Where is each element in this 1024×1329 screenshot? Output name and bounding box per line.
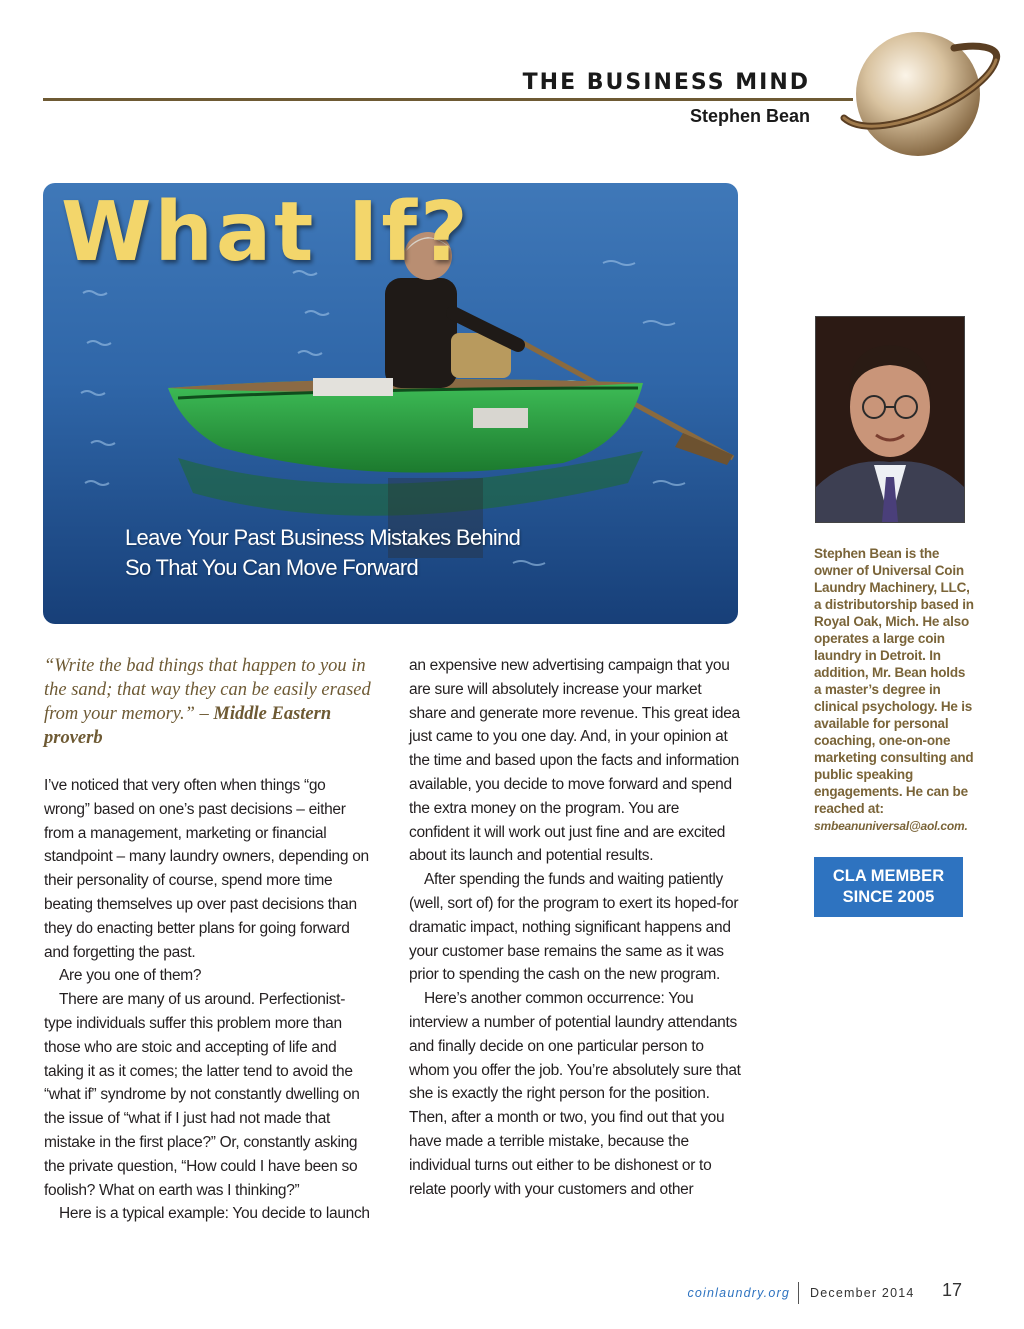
article-column-1 — [44, 774, 372, 1226]
paragraph: an expensive new advertising campaign that you are sure will absolutely increase your market share and generate more revenue. This great idea just came to you one day. And, in your opinion at the time and based upon the facts and information available, you decide to move forward and spend the extra money on the program. You are confident it will work out just fine and are excited about its launch and potential results. — [409, 657, 740, 865]
quote-source: Middle Eastern proverb — [44, 704, 332, 748]
subtitle-line: Leave Your Past Business Mistakes Behind — [125, 525, 521, 550]
paragraph: I’ve noticed that very often when things “go wrong” based on one’s past decisions – either from a management, marketing or financial standpoint – many laundry owners, depending on their personality of course, spend more time beating themselves up over past decisions than they do enacting better plans for going forward and forgetting the past. — [44, 777, 369, 961]
footer-site-link[interactable]: coinlaundry.org — [687, 1286, 790, 1300]
author-name: Stephen Bean — [689, 106, 810, 126]
quote-text: “Write the bad things that happen to you in the sand; that way they can be easily erased from your memory.” – — [44, 656, 371, 724]
footer-divider — [798, 1282, 799, 1304]
author-photo — [815, 316, 965, 523]
membership-badge — [814, 857, 963, 917]
hero-image — [43, 183, 738, 624]
pull-quote — [44, 654, 374, 750]
paragraph: After spending the funds and waiting patiently (well, sort of) for the program to exert its hoped-for dramatic impact, nothing significant happens and your customer base remains the same as it was prior to spending the cash on the new program. — [409, 871, 739, 984]
column-title: THE BUSINESS MIND — [522, 70, 810, 95]
portrait-illustration — [816, 317, 964, 522]
bio-text: Stephen Bean is the owner of Universal Coin Laundry Machinery, LLC, a distributorship based in Royal Oak, Mich. He also operates a large coin laundry in Detroit. In addition, Mr. Bean holds a master’s degree in clinical psychology. He is available for personal coaching, one-on-one marketing consulting and public speaking engagements. He can be reached at: — [814, 546, 974, 816]
subtitle-line: So That You Can Move Forward — [125, 555, 419, 580]
paragraph: Here’s another common occurrence: You interview a number of potential laundry attendants and finally decide on one particular person to whom you offer the job. You’re absolutely sure that she is exactly the right person for the position. Then, after a month or two, you find out that you have made a terrible mistake, because the individual turns out either to be dishonest or to relate poorly with your customers and other — [409, 990, 741, 1198]
page-number: 17 — [942, 1280, 963, 1300]
author-bio — [814, 545, 974, 835]
paragraph: Are you one of them? — [59, 967, 202, 985]
header-divider — [43, 98, 853, 101]
badge-line: CLA MEMBER — [832, 867, 945, 885]
article-title: What If? — [61, 185, 471, 280]
badge-line: SINCE 2005 — [842, 888, 935, 906]
page-footer — [0, 1280, 1024, 1306]
planet-logo-icon — [836, 26, 1006, 166]
footer-date: December 2014 — [810, 1286, 915, 1300]
author-email-link[interactable]: smbeanuniversal@aol.com. — [814, 819, 968, 833]
article-column-2 — [409, 654, 741, 1201]
paragraph: Here is a typical example: You decide to launch — [59, 1205, 370, 1223]
article-subtitle — [125, 523, 595, 583]
paragraph: There are many of us around. Perfectionist-type individuals suffer this problem more than those who are stoic and accepting of life and taking it as it comes; the latter tend to avoid the “what if” syndrome by not constantly dwelling on the issue of “what if I just had not made that mistake in the first place?” Or, constantly asking the private question, “How could I have been so foolish? What on earth was I thinking?” — [44, 991, 360, 1199]
